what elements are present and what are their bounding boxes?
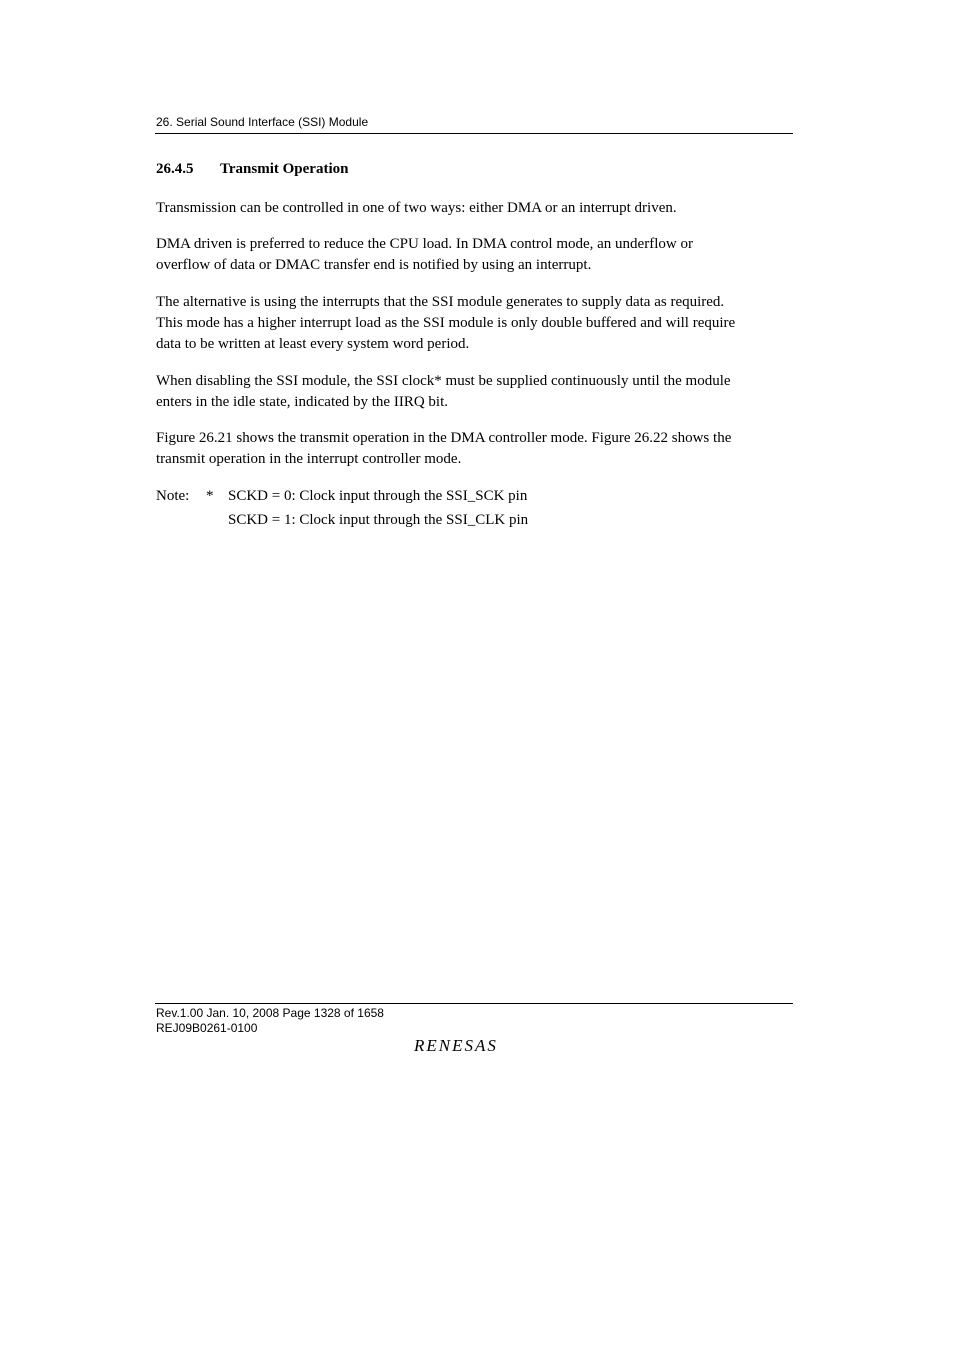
renesas-logo: [412, 1034, 536, 1061]
section-heading: [156, 161, 348, 178]
paragraph-2: [156, 234, 796, 276]
paragraph-line: overflow of data or DMAC transfer end is notified by using an interrupt.: [156, 257, 592, 273]
note-line-2: [156, 508, 528, 532]
paragraph-line: This mode has a higher interrupt load as the SSI module is only double buffered and will require: [156, 315, 736, 331]
paragraph-line: DMA driven is preferred to reduce the CPU load. In DMA control mode, an underflow or: [156, 236, 693, 252]
paragraph-line: transmit operation in the interrupt controller mode.: [156, 451, 462, 467]
note-label: Note:: [156, 488, 190, 504]
note-line-1: [156, 484, 528, 508]
note-text: SCKD = 1: Clock input through the SSI_CLK pin: [228, 512, 529, 528]
note-block: [156, 484, 528, 532]
note-text: SCKD = 0: Clock input through the SSI_SCK pin: [228, 488, 528, 504]
section-number: 26.4.5: [156, 161, 194, 177]
paragraph-4: [156, 371, 796, 413]
paragraph-line: When disabling the SSI module, the SSI clock* must be supplied continuously until the module: [156, 373, 731, 389]
footer-revision: Rev.1.00 Jan. 10, 2008 Page 1328 of 1658: [156, 1006, 384, 1020]
paragraph-line: Transmission can be controlled in one of two ways: either DMA or an interrupt driven.: [156, 200, 677, 216]
footer-doc-number: REJ09B0261-0100: [156, 1021, 258, 1035]
footer-rule: [155, 1003, 793, 1004]
paragraph-5: [156, 428, 796, 470]
paragraph-line: The alternative is using the interrupts that the SSI module generates to supply data as required.: [156, 294, 725, 310]
renesas-logo-wordmark: RENESAS: [414, 1036, 498, 1055]
note-marker: *: [206, 488, 214, 504]
paragraph-line: enters in the idle state, indicated by the IIRQ bit.: [156, 394, 449, 410]
paragraph-line: Figure 26.21 shows the transmit operation in the DMA controller mode. Figure 26.22 shows the: [156, 430, 732, 446]
paragraph-line: data to be written at least every system word period.: [156, 336, 470, 352]
section-title: Transmit Operation: [220, 161, 349, 177]
paragraph-3: [156, 292, 796, 355]
header-rule: [155, 133, 793, 134]
running-header: 26. Serial Sound Interface (SSI) Module: [156, 115, 369, 129]
paragraph-1: [156, 198, 796, 219]
